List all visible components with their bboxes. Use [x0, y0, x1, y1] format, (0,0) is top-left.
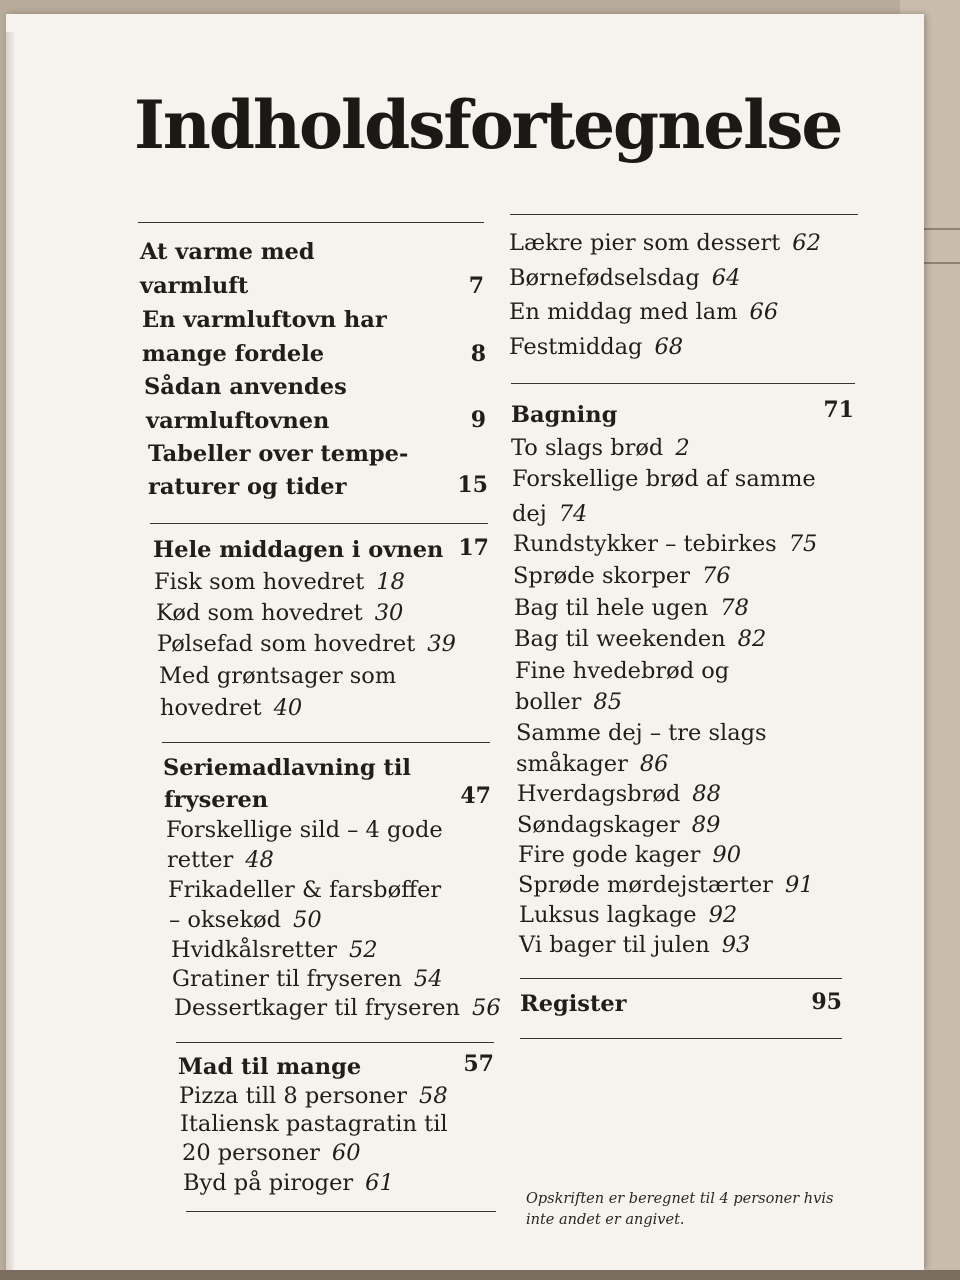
toc-entry-page: 76 [701, 563, 731, 589]
toc-entry-page: 56 [472, 995, 501, 1021]
toc-entry-page: 2 [675, 435, 690, 461]
toc-heading: Seriemadlavning til [163, 755, 411, 781]
toc-page-number: 15 [457, 472, 488, 498]
divider-rule [176, 1042, 494, 1043]
toc-entry-page: 93 [721, 932, 751, 958]
toc-heading: varmluft [140, 273, 249, 299]
toc-entry [514, 623, 766, 655]
toc-entry-page: 60 [331, 1140, 361, 1166]
toc-entry-page: 74 [558, 501, 588, 527]
toc-entry-text: Bag til weekenden [514, 626, 726, 652]
toc-entry-text: retter [167, 847, 234, 873]
toc-entry [509, 331, 683, 363]
toc-entry [157, 628, 456, 660]
toc-entry-page: 66 [749, 299, 779, 325]
toc-entry-page: 52 [348, 937, 378, 963]
toc-entry [518, 869, 814, 901]
toc-entry [519, 929, 750, 961]
toc-entry-text: Kød som hovedret [156, 600, 363, 626]
toc-entry-page: 92 [708, 902, 738, 928]
divider-rule [186, 1211, 496, 1212]
divider-rule [511, 383, 855, 384]
toc-entry-text: – oksekød [169, 907, 282, 933]
toc-entry-text: Bag til hele ugen [514, 595, 709, 621]
toc-entry-page: 78 [720, 595, 749, 621]
toc-entry-page: 90 [712, 842, 742, 868]
toc-entry-text: Sprøde mørdejstærter [518, 872, 773, 898]
toc-entry [519, 899, 737, 931]
toc-page-number: 7 [468, 273, 484, 299]
toc-entry-text: Forskellige brød af samme [512, 466, 816, 492]
toc-entry-page: 18 [376, 569, 405, 595]
toc-heading: Tabeller over tempe- [148, 441, 409, 467]
toc-entry [512, 498, 587, 530]
toc-page-number: 71 [823, 397, 854, 423]
toc-entry [517, 778, 721, 810]
toc-entry-page: 68 [654, 334, 684, 360]
toc-entry [156, 597, 403, 629]
toc-entry-page: 30 [374, 600, 404, 626]
divider-rule [162, 742, 490, 743]
toc-entry [518, 839, 741, 871]
toc-entry [167, 844, 274, 876]
toc-page-number: 57 [463, 1051, 494, 1077]
toc-entry-text: Med grøntsager som [159, 663, 397, 689]
toc-entry-text: Dessertkager til fryseren [174, 995, 461, 1021]
toc-heading: Sådan anvendes [144, 374, 347, 400]
toc-page-number: 17 [458, 535, 489, 561]
toc-heading: At varme med [140, 239, 315, 265]
toc-entry-page: 61 [365, 1170, 394, 1196]
toc-heading: Mad til mange [178, 1054, 362, 1080]
toc-entry-text: Hvidkålsretter [171, 937, 337, 963]
toc-entry [182, 1137, 361, 1169]
toc-entry-page: 88 [692, 781, 721, 807]
toc-entry-page: 75 [788, 531, 818, 557]
toc-entry-text: hovedret [160, 695, 262, 721]
divider-rule [138, 222, 484, 223]
toc-entry-page: 89 [691, 812, 721, 838]
divider-rule [520, 1038, 842, 1039]
toc-entry-text: boller [515, 689, 582, 715]
toc-entry-text: Forskellige sild – 4 gode [166, 817, 443, 843]
divider-rule [520, 978, 842, 979]
toc-entry-text: Samme dej – tre slags [516, 720, 767, 746]
toc-page-number: 8 [470, 341, 486, 367]
toc-page-number: 9 [470, 407, 486, 433]
toc-heading: Hele middagen i ovnen [153, 537, 444, 563]
toc-entry-text: Fine hvedebrød og [515, 658, 730, 684]
divider-rule [510, 214, 858, 215]
toc-entry-text: To slags brød [511, 435, 664, 461]
toc-heading: Bagning [511, 402, 618, 428]
toc-entry [516, 748, 668, 780]
toc-entry-page: 54 [413, 966, 443, 992]
toc-entry [154, 566, 405, 598]
toc-entry-text: Fisk som hovedret [154, 569, 365, 595]
toc-heading: mange fordele [142, 341, 325, 367]
toc-entry-text: Frikadeller & farsbøffer [168, 877, 442, 903]
toc-entry-text: 20 personer [182, 1140, 320, 1166]
toc-entry-text: Søndagskager [517, 812, 680, 838]
toc-entry-page: 48 [245, 847, 274, 873]
toc-heading: raturer og tider [148, 474, 347, 500]
countertop [0, 1270, 960, 1280]
page-edge [6, 32, 14, 1276]
toc-entry [171, 934, 378, 966]
toc-entry-text: Luksus lagkage [519, 902, 697, 928]
book-page [6, 14, 924, 1270]
toc-entry [513, 528, 817, 560]
toc-heading: Register [520, 991, 627, 1017]
toc-entry [160, 692, 302, 724]
toc-entry-text: Italiensk pastagratin til [180, 1111, 448, 1137]
toc-entry [509, 296, 778, 328]
toc-page-number: 47 [460, 783, 491, 809]
toc-entry [183, 1167, 394, 1199]
toc-entry-text: Rundstykker – tebirkes [513, 531, 777, 557]
toc-entry-text: dej [512, 501, 547, 527]
toc-page-number: 95 [811, 989, 842, 1015]
toc-entry [169, 904, 322, 936]
toc-entry-text: Fire gode kager [518, 842, 701, 868]
toc-entry-text: Festmiddag [509, 334, 643, 360]
toc-entry [509, 227, 821, 259]
toc-entry-text: Pizza till 8 personer [179, 1083, 407, 1109]
toc-entry-text: Lækre pier som dessert [509, 230, 781, 256]
toc-entry-page: 91 [784, 872, 814, 898]
page-title: Indholdsfortegnelse [134, 86, 842, 164]
toc-entry [172, 963, 443, 995]
toc-entry-text: Pølsefad som hovedret [157, 631, 416, 657]
toc-entry [517, 809, 720, 841]
toc-entry [509, 262, 740, 294]
toc-entry-page: 58 [419, 1083, 448, 1109]
toc-entry-page: 62 [792, 230, 821, 256]
toc-entry-page: 64 [711, 265, 741, 291]
toc-entry-page: 82 [737, 626, 767, 652]
toc-entry-text: Gratiner til fryseren [172, 966, 402, 992]
toc-entry [174, 992, 501, 1024]
divider-rule [150, 523, 488, 524]
toc-heading: En varmluftovn har [142, 307, 387, 333]
footnote: Opskriften er beregnet til 4 personer hvis inte andet er angivet. [526, 1191, 834, 1228]
toc-entry-page: 40 [273, 695, 303, 721]
toc-entry [511, 432, 690, 464]
toc-entry-page: 86 [639, 751, 669, 777]
toc-entry-text: Vi bager til julen [519, 932, 710, 958]
toc-entry [515, 686, 622, 718]
toc-entry-page: 85 [593, 689, 623, 715]
toc-entry-page: 50 [293, 907, 322, 933]
toc-entry-text: Hverdagsbrød [517, 781, 681, 807]
toc-entry [513, 560, 731, 592]
toc-entry-text: En middag med lam [509, 299, 738, 325]
toc-heading: fryseren [164, 787, 269, 813]
toc-entry [514, 592, 749, 624]
toc-heading: varmluftovnen [146, 408, 330, 434]
toc-entry-text: Byd på piroger [183, 1170, 354, 1196]
toc-entry-page: 39 [427, 631, 456, 657]
toc-entry-text: Børnefødselsdag [509, 265, 700, 291]
toc-entry-text: småkager [516, 751, 628, 777]
toc-entry-text: Sprøde skorper [513, 563, 690, 589]
